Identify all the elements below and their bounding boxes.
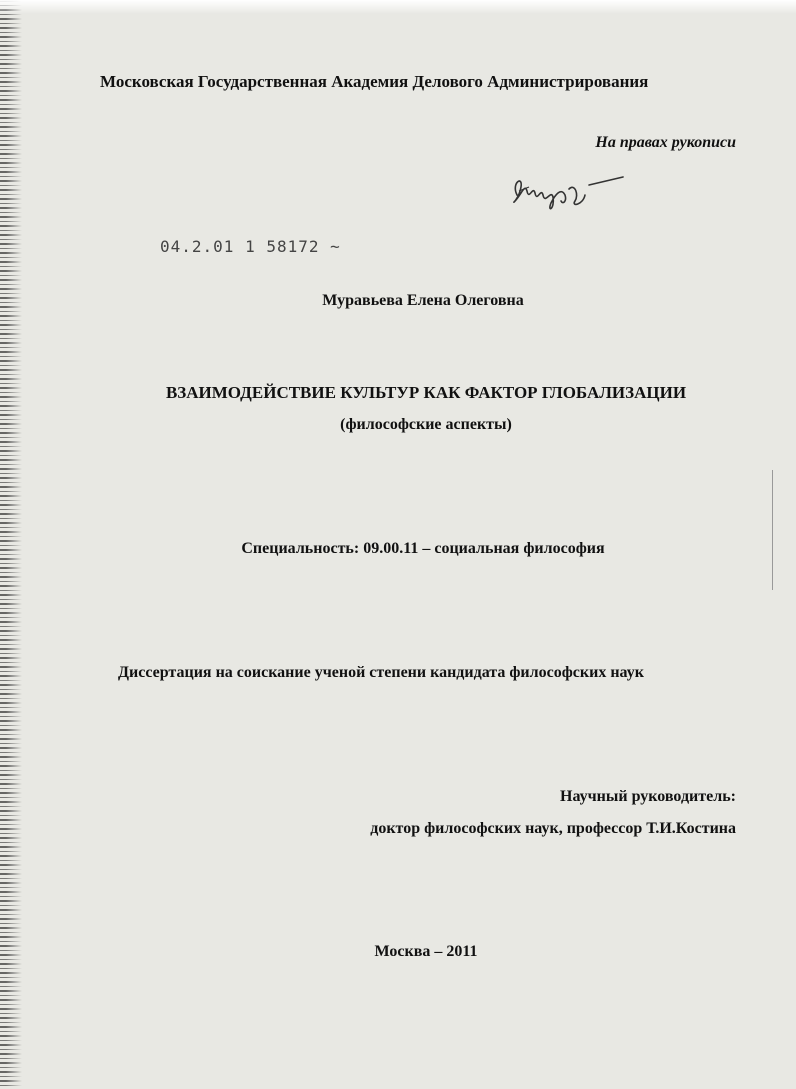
- city-year: Москва – 2011: [374, 943, 478, 960]
- advisor-label: Научный руководитель:: [560, 788, 736, 805]
- specialty: Специальность: 09.00.11 – социальная философия: [241, 540, 605, 557]
- manuscript-note: На правах рукописи: [595, 134, 736, 151]
- degree-statement: Диссертация на соискание ученой степени кандидата философских наук: [118, 664, 644, 681]
- author-name: Муравьева Елена Олеговна: [322, 292, 524, 309]
- archive-stamp: 04.2.01 1 58172 ~: [160, 237, 341, 256]
- advisor-name: доктор философских наук, профессор Т.И.Костина: [370, 820, 736, 837]
- signature-icon: [505, 165, 625, 215]
- dissertation-subtitle: (философские аспекты): [340, 416, 512, 433]
- institution-name: Московская Государственная Академия Делового Администрирования: [100, 72, 649, 91]
- dissertation-title: ВЗАИМОДЕЙСТВИЕ КУЛЬТУР КАК ФАКТОР ГЛОБАЛИЗАЦИИ: [165, 383, 687, 402]
- scan-line-artifact: [772, 470, 773, 590]
